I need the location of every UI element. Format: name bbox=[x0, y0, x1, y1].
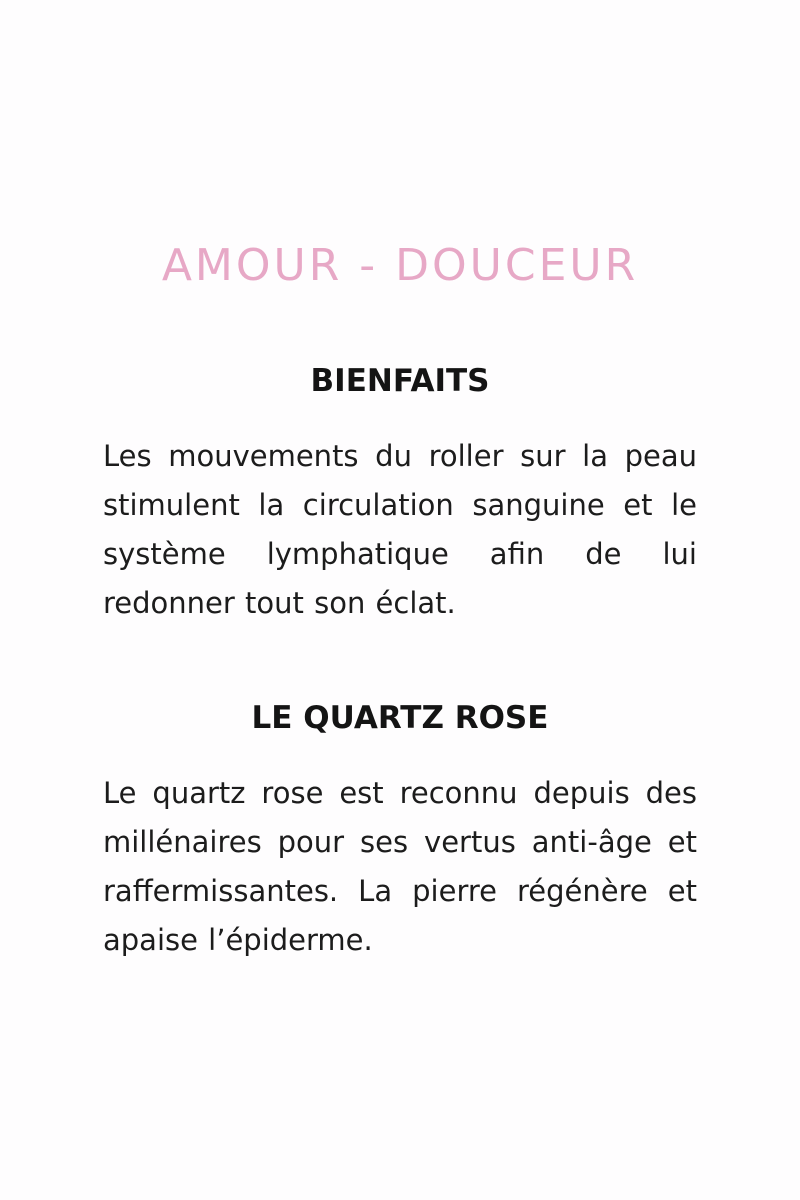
section-heading-quartz-rose: LE QUARTZ ROSE bbox=[251, 700, 549, 736]
section-heading-bienfaits: BIENFAITS bbox=[310, 363, 490, 399]
section-body-bienfaits: Les mouvements du roller sur la peau stimulent la circulation sanguine et le système lymphatique afin de lui redonner tout son éclat. bbox=[103, 439, 697, 620]
page-title: AMOUR - DOUCEUR bbox=[161, 240, 639, 291]
section-body-quartz-rose: Le quartz rose est reconnu depuis des millénaires pour ses vertus anti-âge et raffermissantes. La pierre régénère et apaise l’épiderme. bbox=[103, 776, 697, 957]
